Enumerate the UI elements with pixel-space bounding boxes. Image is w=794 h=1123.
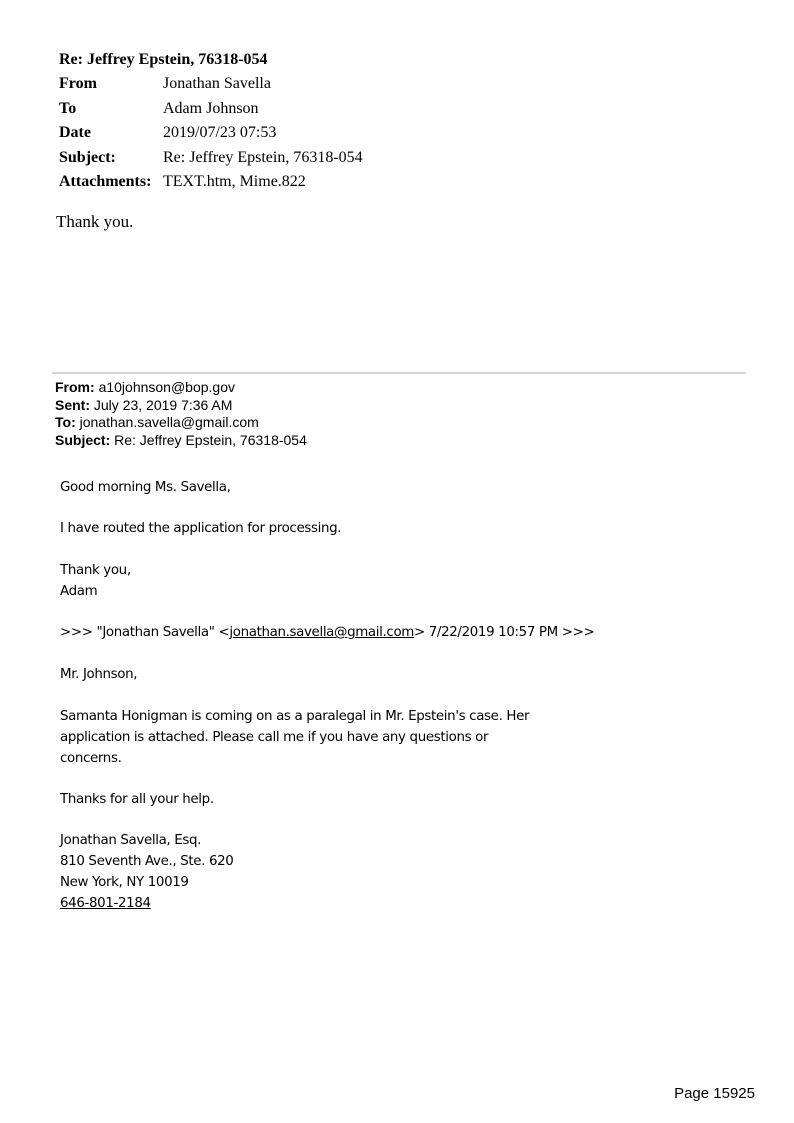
- fwd-to-value: jonathan.savella@gmail.com: [79, 414, 259, 431]
- paragraph-line-3: concerns.: [60, 751, 122, 766]
- fwd-sent-line: [55, 397, 307, 415]
- fwd-sent-value: July 23, 2019 7:36 AM: [93, 396, 233, 413]
- header-row-attachments: [59, 170, 363, 195]
- from-value: Jonathan Savella: [163, 75, 271, 92]
- page-number: Page 15925: [674, 1085, 755, 1102]
- quote-email-link[interactable]: jonathan.savella@gmail.com: [229, 625, 414, 640]
- email-header: [59, 48, 363, 195]
- subject-value: Re: Jeffrey Epstein, 76318-054: [163, 148, 363, 166]
- phone-link[interactable]: 646-801-2184: [60, 896, 151, 911]
- reply-text: Thank you.: [56, 212, 134, 231]
- fwd-sent-label: Sent:: [55, 396, 90, 413]
- to-value: Adam Johnson: [163, 99, 259, 117]
- header-fields-table: [59, 72, 363, 195]
- fwd-from-line: [55, 379, 307, 397]
- date-value: 2019/07/23 07:53: [163, 124, 277, 141]
- quote-header: [60, 622, 594, 643]
- signature-name: Jonathan Savella, Esq.: [60, 833, 202, 848]
- fwd-subject-line: [55, 432, 307, 450]
- header-row-from: [59, 72, 363, 97]
- quote-prefix: >>> "Jonathan Savella" <: [60, 625, 230, 640]
- signature-phone-line: [60, 893, 151, 914]
- subject-label: Subject:: [59, 148, 116, 166]
- fwd-from-label: From:: [55, 379, 95, 395]
- header-row-to: [59, 97, 363, 122]
- header-row-date: [59, 121, 363, 146]
- quote-suffix: > 7/22/2019 10:57 PM >>>: [413, 625, 595, 640]
- routed-line: I have routed the application for processing.: [60, 521, 342, 536]
- fwd-to-line: [55, 414, 307, 432]
- forwarded-header: [55, 379, 307, 449]
- signoff: Thank you,: [60, 563, 131, 578]
- fwd-to-label: To:: [55, 414, 76, 431]
- fwd-subject-value: Re: Jeffrey Epstein, 76318-054: [114, 431, 307, 448]
- greeting: Good morning Ms. Savella,: [60, 480, 231, 495]
- email-title: Re: Jeffrey Epstein, 76318-054: [59, 51, 268, 68]
- from-label: From: [59, 75, 97, 92]
- fwd-subject-label: Subject:: [55, 431, 111, 448]
- paragraph-line-1: Samanta Honigman is coming on as a paralegal in Mr. Epstein's case. Her: [60, 709, 530, 724]
- thanks-line: Thanks for all your help.: [60, 792, 214, 807]
- signature-address-1: 810 Seventh Ave., Ste. 620: [60, 854, 234, 869]
- attachments-value: TEXT.htm, Mime.822: [163, 173, 306, 190]
- salutation: Mr. Johnson,: [60, 667, 138, 682]
- divider: [52, 372, 746, 374]
- fwd-from-value: a10johnson@bop.gov: [98, 379, 235, 395]
- signature-address-2: New York, NY 10019: [60, 875, 189, 890]
- to-label: To: [59, 99, 77, 117]
- header-row-subject: [59, 146, 363, 171]
- date-label: Date: [59, 124, 91, 141]
- paragraph-line-2: application is attached. Please call me if you have any questions or: [60, 730, 489, 745]
- sender-name: Adam: [60, 584, 98, 599]
- attachments-label: Attachments:: [59, 173, 152, 190]
